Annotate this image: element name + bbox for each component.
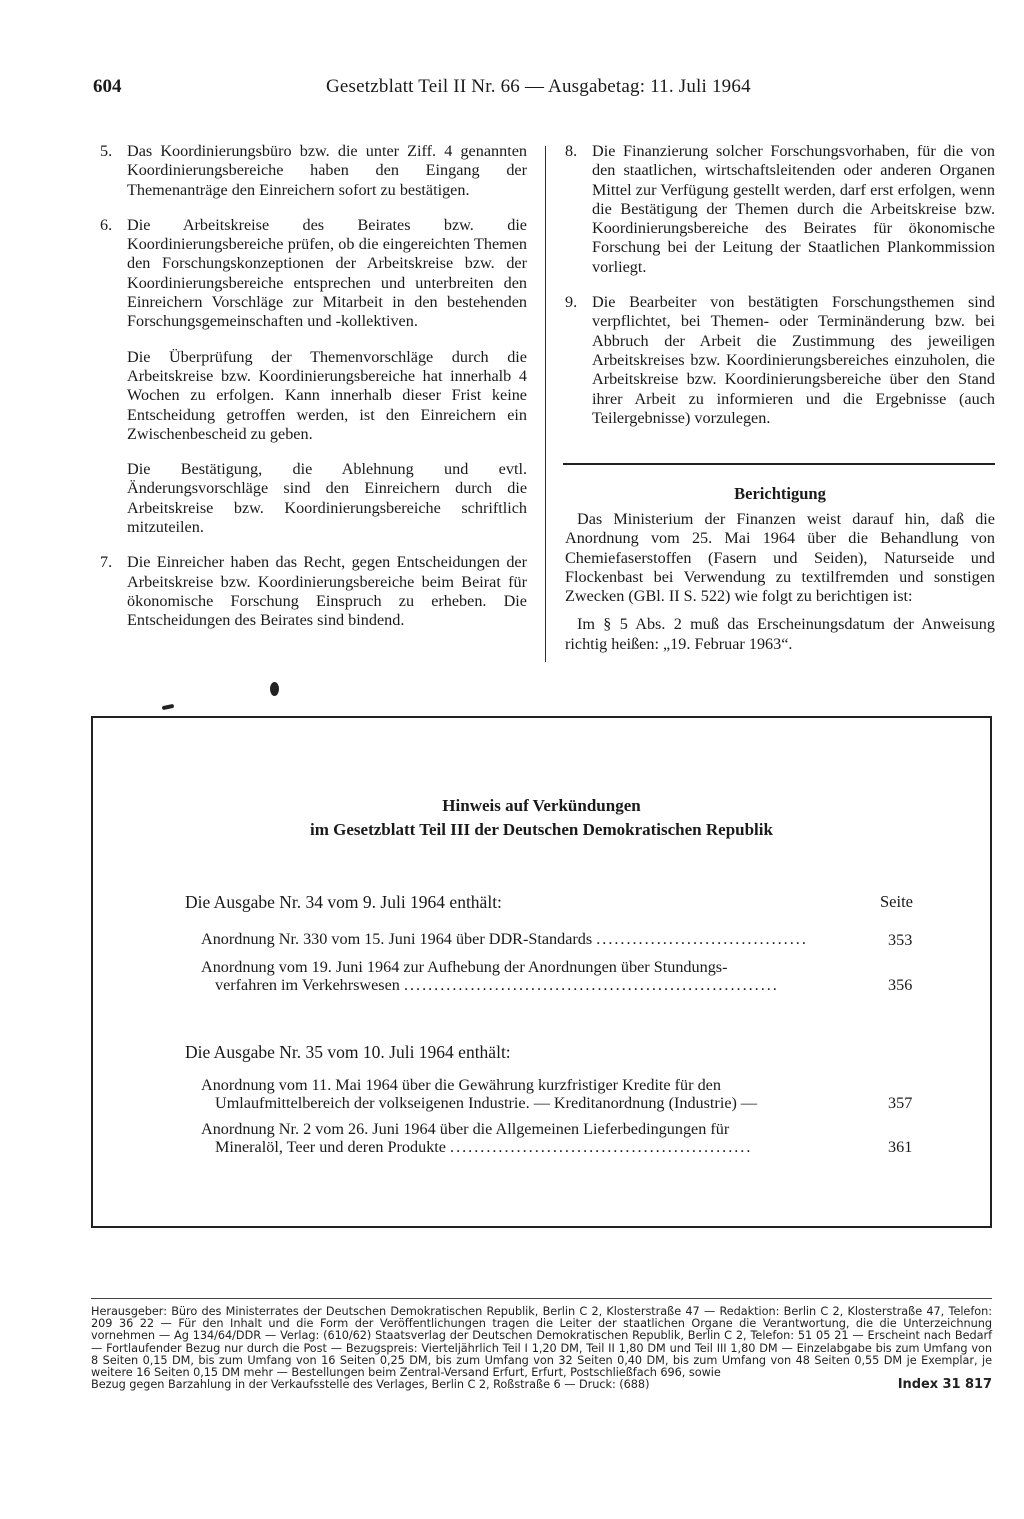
issue-34-heading: Die Ausgabe Nr. 34 vom 9. Juli 1964 enthält:: [185, 892, 502, 912]
right-column: [565, 142, 995, 444]
entry-page: 356: [888, 976, 913, 994]
column-divider: [545, 146, 546, 662]
entry-page: 353: [888, 931, 913, 949]
imprint-last-line: [91, 1379, 992, 1391]
index-number: Index 31 817: [897, 1377, 992, 1393]
notice-title-line-1: Hinweis auf Verkündungen: [442, 796, 641, 815]
berichtigung-paragraph-1: Das Ministerium der Finanzen weist darauf hin, daß die Anordnung vom 25. Mai 1964 über die Behandlung von Chemiefaserstoffen (Fasern und Seiden), Naturseide und Flockenbast bei Verwendung zu textilfremden und sonstigen Zwecken (GBl. II S. 522) wie folgt zu berichtigen ist:: [565, 510, 995, 606]
entry-title-line-2: Mineralöl, Teer und deren Produkte: [215, 1138, 446, 1156]
section-rule: [563, 463, 995, 465]
imprint-last-line-text: Bezug gegen Barzahlung in der Verkaufsstelle des Verlages, Berlin C 2, Roßstraße 6 — Druck: (688): [91, 1378, 650, 1392]
item-8: [565, 142, 995, 277]
entry-title-line-2: Umlaufmittelbereich der volkseigenen Industrie. — Kreditanordnung (Industrie) —: [215, 1094, 758, 1112]
entry-title-line-1: Anordnung Nr. 2 vom 26. Juni 1964 über die Allgemeinen Lieferbedingungen für: [201, 1120, 730, 1138]
entry-title-line-1: Anordnung vom 19. Juni 1964 zur Aufhebung der Anordnungen über Stundungs-: [201, 958, 728, 976]
print-blot: [270, 682, 279, 696]
issue-35-heading: Die Ausgabe Nr. 35 vom 10. Juli 1964 enthält:: [185, 1042, 511, 1062]
berichtigung-body: [565, 510, 995, 654]
item-6-paragraph-2: [100, 348, 527, 444]
leader-dots: ...................................: [596, 931, 808, 948]
berichtigung-title: Berichtigung: [734, 484, 826, 503]
left-column: [100, 142, 527, 647]
footer-rule: [91, 1298, 992, 1299]
paragraph-text: Die Bestätigung, die Ablehnung und evtl. Änderungsvorschläge sind den Einreichern durch die Arbeitskreise bzw. Koordinierungsbereiche schriftlich mitzuteilen.: [127, 460, 527, 537]
notice-box: [91, 716, 992, 1228]
item-6: [100, 216, 527, 332]
header-title: Gesetzblatt Teil II Nr. 66 — Ausgabetag: 11. Juli 1964: [326, 76, 751, 97]
item-6-paragraph-3: [100, 460, 527, 537]
seite-label: Seite: [880, 892, 913, 911]
berichtigung-paragraph-2: Im § 5 Abs. 2 muß das Erscheinungsdatum der Anweisung richtig heißen: „19. Februar 1963“.: [565, 615, 995, 653]
entry-title-line-1: Anordnung vom 11. Mai 1964 über die Gewährung kurzfristiger Kredite für den: [201, 1076, 721, 1094]
entry-357: [201, 1077, 851, 1112]
imprint: [91, 1306, 992, 1391]
item-5: [100, 142, 527, 200]
notice-title-line-2: im Gesetzblatt Teil III der Deutschen Demokratischen Republik: [310, 820, 773, 839]
item-text: Die Arbeitskreise des Beirates bzw. die Koordinierungsbereiche prüfen, ob die eingereichten Themen den Forschungskonzeptionen der Arbeitskreise bzw. der Koordinierungsbereiche entsprechen und unterbreiten den Einreichern Vorschläge zur Mitarbeit in den bestehenden Forschungsgemeinschaften und -kollektiven.: [127, 215, 527, 331]
paragraph-text: Die Überprüfung der Themenvorschläge durch die Arbeitskreise bzw. Koordinierungsbereiche hat innerhalb 4 Wochen zu erfolgen. Kann innerhalb dieser Frist keine Entscheidung getroffen werden, ist den Einreichern ein Zwischenbescheid zu geben.: [127, 347, 527, 443]
item-text: Die Bearbeiter von bestätigten Forschungsthemen sind verpflichtet, bei Themen- oder Terminänderung bzw. bei Abbruch der Arbeit die Zustimmung des jeweiligen Arbeitskreises bzw. Koordinierungsbereiches einzuholen, die Arbeitskreise bzw. Koordinierungsbereiche über den Stand ihrer Arbeit zu informieren und die Ergebnisse (auch Teilergebnisse) vorzulegen.: [592, 293, 995, 427]
imprint-text: Herausgeber: Büro des Ministerrates der Deutschen Demokratischen Republik, Berlin C 2, Klosterstraße 47 — Redaktion: Berlin C 2, Klosterstraße 47, Telefon: 209 36 22 — Für den Inhalt und die Form der Veröffentlichungen tragen die Leiter der staatlichen Organe die Verantwortung, die die Unterzeichnung vornehmen — Ag 134/64/DDR — Verlag: (610/62) Staatsverlag der Deutschen Demokratischen Republik, Berlin C 2, Telefon: 51 05 21 — Erscheint nach Bedarf — Fortlaufender Bezug nur durch die Post — Bezugspreis: Vierteljährlich Teil I 1,20 DM, Teil II 1,80 DM und Teil III 1,80 DM — Einzelabgabe bis zum Umfang von 8 Seiten 0,15 DM, bis zum Umfang von 16 Seiten 0,25 DM, bis zum Umfang von 32 Seiten 0,40 DM, bis zum Umfang von 48 Seiten 0,55 DM je Exemplar, je weitere 16 Seiten 0,15 DM mehr — Bestellungen beim Zentral-Versand Erfurt, Erfurt, Postschließfach 696, sowie: [91, 1305, 992, 1380]
print-blot: [162, 704, 175, 710]
item-number: 9.: [565, 293, 578, 312]
leader-dots: ..................................................: [450, 1138, 753, 1156]
item-number: 8.: [565, 142, 578, 160]
entry-361: [201, 1121, 851, 1156]
entry-page: 357: [888, 1094, 913, 1112]
leader-dots: ..............................................................: [403, 976, 779, 994]
entry-353: [201, 931, 851, 949]
entry-title-line-2: verfahren im Verkehrswesen: [215, 976, 400, 994]
item-text: Die Einreicher haben das Recht, gegen Entscheidungen der Arbeitskreise bzw. Koordinierungsbereiche beim Beirat für ökonomische Forschung Einspruch zu erheben. Die Entscheidungen des Beirates sind bindend.: [127, 553, 527, 630]
entry-title: Anordnung Nr. 330 vom 15. Juni 1964 über DDR-Standards: [201, 931, 593, 948]
entry-356: [201, 959, 851, 994]
item-9: [565, 293, 995, 428]
item-number: 7.: [100, 553, 113, 572]
entry-page: 361: [888, 1138, 913, 1156]
item-text: Das Koordinierungsbüro bzw. die unter Ziff. 4 genannten Koordinierungsbereiche haben den Eingang der Themenanträge den Einreichern sofort zu bestätigen.: [127, 142, 527, 199]
item-7: [100, 553, 527, 630]
page-header: [93, 76, 993, 104]
item-number: 5.: [100, 142, 113, 160]
item-text: Die Finanzierung solcher Forschungsvorhaben, für die von den staatlichen, wirtschaftsleitenden oder anderen Organen Mittel zur Verfügung gestellt werden, darf erst erfolgen, wenn die Bestätigung der Themen durch die Arbeitskreise bzw. Koordinierungsbereiche des Beirates für ökonomische Forschung bei der Leitung der Staatlichen Plankommission vorliegt.: [592, 142, 995, 276]
page-number: 604: [93, 76, 122, 97]
item-number: 6.: [100, 215, 113, 234]
